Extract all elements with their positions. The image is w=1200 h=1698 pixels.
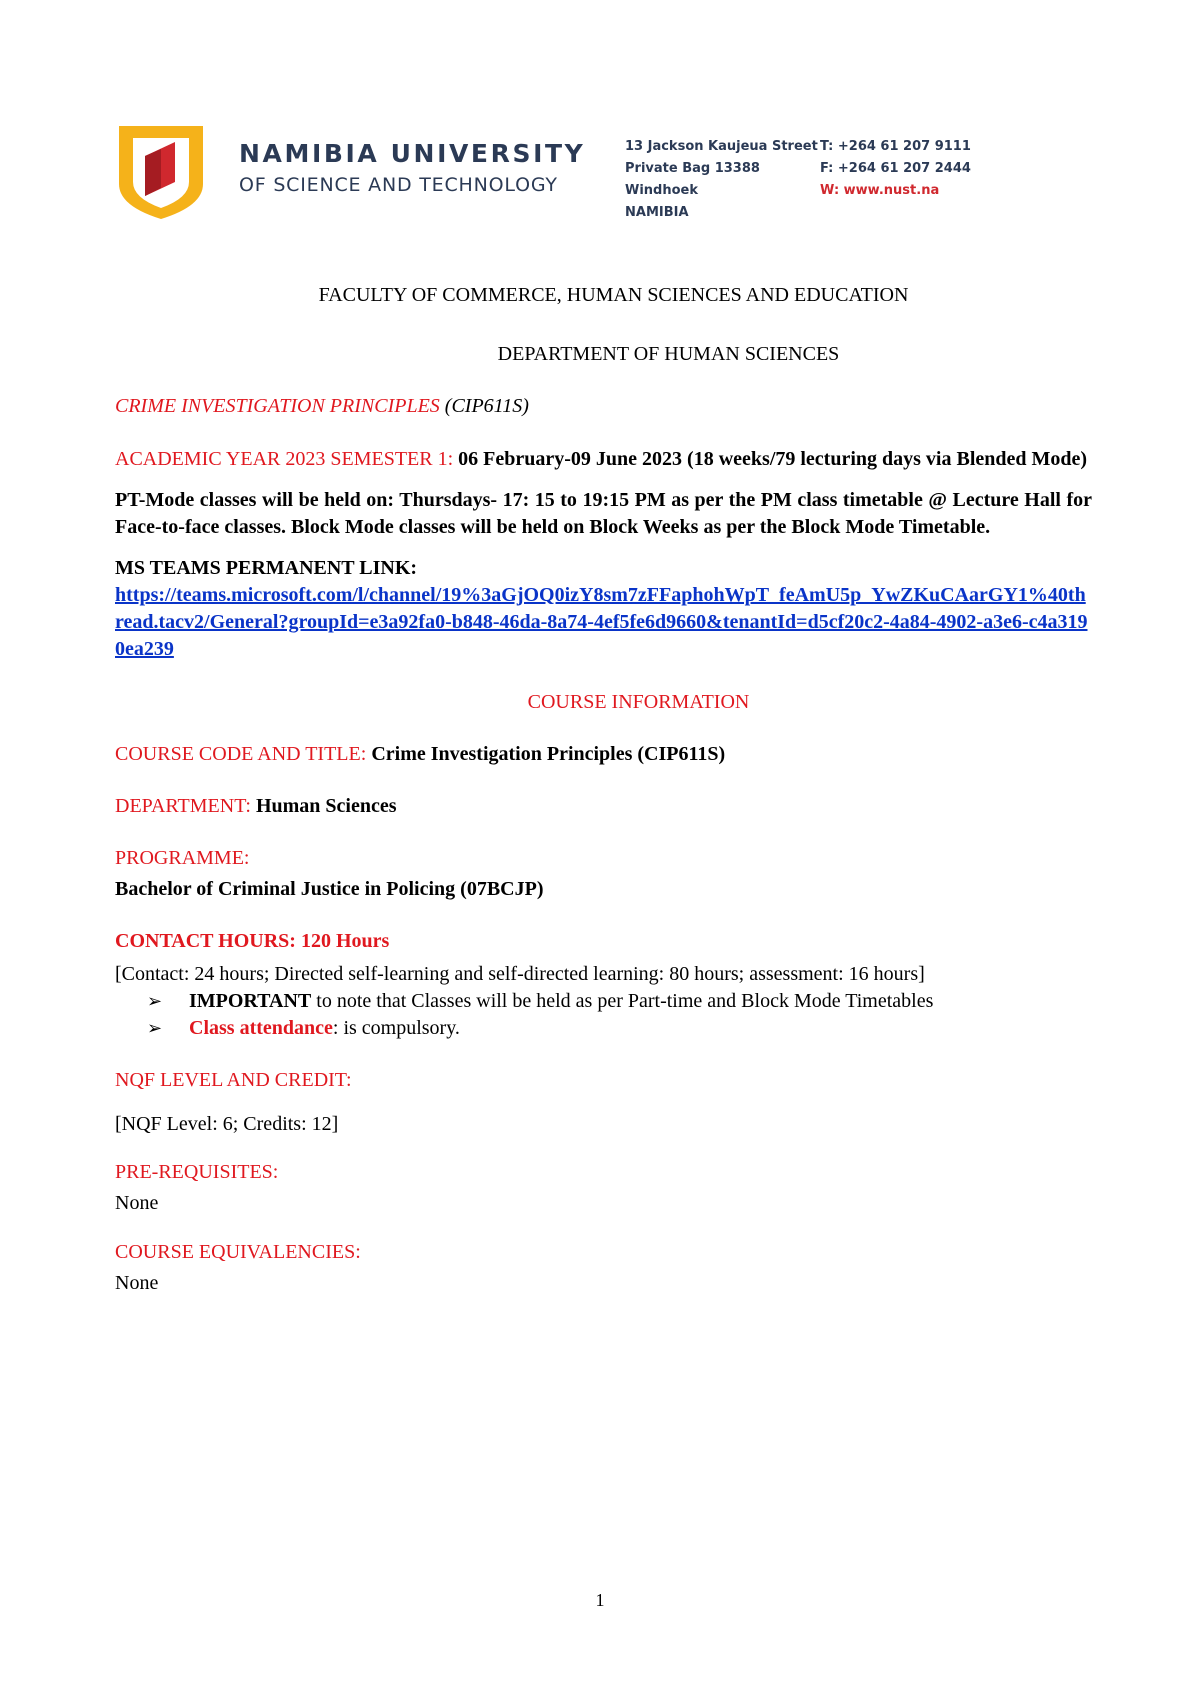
code-title-line bbox=[115, 741, 1092, 768]
contact-hours-detail: [Contact: 24 hours; Directed self-learning and self-directed learning: 80 hours; assessment: 16 hours] bbox=[115, 963, 925, 985]
university-name-line2: OF SCIENCE AND TECHNOLOGY bbox=[239, 174, 558, 196]
letterhead bbox=[115, 122, 1095, 242]
academic-year-value: 06 February-09 June 2023 (18 weeks/79 lecturing days via Blended Mode) bbox=[453, 448, 1088, 470]
programme-value: Bachelor of Criminal Justice in Policing (07BCJP) bbox=[115, 878, 544, 900]
university-name bbox=[239, 138, 585, 200]
notes-list bbox=[115, 988, 1092, 1042]
website: W: www.nust.na bbox=[820, 183, 940, 198]
nqf-label: NQF LEVEL AND CREDIT: bbox=[115, 1069, 352, 1091]
address-line: Windhoek bbox=[625, 183, 699, 198]
address-block bbox=[625, 136, 818, 224]
course-title-line bbox=[115, 393, 1092, 420]
faculty-heading: FACULTY OF COMMERCE, HUMAN SCIENCES AND EDUCATION bbox=[318, 284, 909, 306]
course-title: CRIME INVESTIGATION PRINCIPLES bbox=[115, 395, 440, 417]
department-line bbox=[115, 793, 1092, 820]
arrow-bullet-icon: ➢ bbox=[147, 991, 163, 1012]
teams-label: MS TEAMS PERMANENT LINK: bbox=[115, 557, 418, 579]
attendance-label: Class attendance bbox=[189, 1017, 333, 1039]
list-item bbox=[115, 1015, 1092, 1042]
teams-link[interactable]: https://teams.microsoft.com/l/channel/19%3aGjOQ0izY8sm7zFFaphohWpT_feAmU5p_YwZKuCAarGY1%40thread.tacv2/General?groupId=e3a92fa0-b848-46da-8a74-4ef5fe6d9660&tenantId=d5cf20c2-4a84-4902-a3e6-c4a3190ea239 bbox=[115, 584, 1088, 660]
nqf-value: [NQF Level: 6; Credits: 12] bbox=[115, 1113, 339, 1135]
academic-year bbox=[115, 446, 1092, 473]
document-body bbox=[115, 282, 1092, 1297]
equivalencies-value: None bbox=[115, 1272, 159, 1294]
contact-block bbox=[820, 136, 971, 202]
important-text: to note that Classes will be held as per Part-time and Block Mode Timetables bbox=[311, 990, 934, 1012]
page-number: 1 bbox=[595, 1590, 605, 1610]
department-value: Human Sciences bbox=[250, 795, 397, 817]
class-schedule: PT-Mode classes will be held on: Thursdays- 17: 15 to 19:15 PM as per the PM class timetable @ Lecture Hall for Face-to-face classes. Block Mode classes will be held on Block Weeks as per the Block Mode Timetable. bbox=[115, 489, 1092, 538]
prereq-value: None bbox=[115, 1192, 159, 1214]
code-title-label: COURSE CODE AND TITLE: bbox=[115, 743, 367, 765]
important-label: IMPORTANT bbox=[189, 990, 312, 1012]
teams-link-wrapper bbox=[115, 582, 1092, 663]
contact-hours-label: CONTACT HOURS: 120 Hours bbox=[115, 930, 390, 952]
course-code: (CIP611S) bbox=[439, 395, 529, 417]
programme-label: PROGRAMME: bbox=[115, 847, 250, 869]
department-heading: DEPARTMENT OF HUMAN SCIENCES bbox=[497, 343, 840, 365]
address-line: Private Bag 13388 bbox=[625, 161, 760, 176]
fax-number: F: +264 61 207 2444 bbox=[820, 161, 971, 176]
attendance-text: : is compulsory. bbox=[332, 1017, 460, 1039]
arrow-bullet-icon: ➢ bbox=[147, 1018, 163, 1039]
equivalencies-label: COURSE EQUIVALENCIES: bbox=[115, 1241, 361, 1263]
department-label: DEPARTMENT: bbox=[115, 795, 251, 817]
university-name-line1: NAMIBIA UNIVERSITY bbox=[239, 139, 586, 168]
address-line: NAMIBIA bbox=[625, 205, 689, 220]
prereq-label: PRE-REQUISITES: bbox=[115, 1161, 279, 1183]
academic-year-label: ACADEMIC YEAR 2023 SEMESTER 1: bbox=[115, 448, 454, 470]
nust-logo-icon bbox=[115, 122, 207, 222]
list-item bbox=[115, 988, 1092, 1015]
course-info-heading: COURSE INFORMATION bbox=[527, 691, 750, 713]
code-title-value: Crime Investigation Principles (CIP611S) bbox=[366, 743, 726, 765]
address-line: 13 Jackson Kaujeua Street bbox=[625, 139, 818, 154]
phone-number: T: +264 61 207 9111 bbox=[820, 139, 971, 154]
